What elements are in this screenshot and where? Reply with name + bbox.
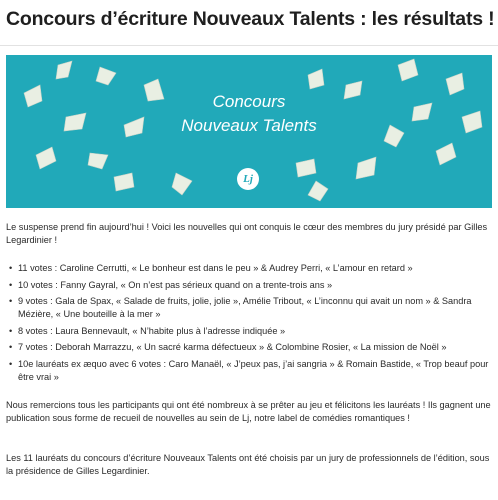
contest-banner: [6, 55, 492, 208]
banner-title-line1: Concours: [212, 92, 286, 111]
list-item: • 9 votes : Gala de Spax, « Salade de fruits, jolie, jolie », Amélie Tribout, « L’inconnu qui avait un nom » & Sandra Mézière, « Une bouteille à la mer »: [6, 295, 492, 321]
page-title: Concours d’écriture Nouveaux Talents : les résultats !: [6, 8, 495, 30]
closing-paragraph: Les 11 lauréats du concours d’écriture Nouveaux Talents ont été choisis par un jury de professionnels de l’édition, sous la présidence de Gilles Legardinier.: [6, 453, 490, 476]
list-item: • 8 votes : Laura Bennevault, « N’habite plus à l’adresse indiquée »: [6, 325, 492, 338]
thanks-paragraph: Nous remercions tous les participants qui ont été nombreux à se prêter au jeu et félicitons les lauréats ! Ils gagnent une publication sous forme de recueil de nouvelles au sein de Lj, notre label de comédies romantiques !: [6, 400, 491, 423]
list-item: • 10e lauréats ex æquo avec 6 votes : Caro Manaël, « J’peux pas, j’ai sangria » & Romain Bastide, « Trop beauf pour être vrai »: [6, 358, 492, 384]
lj-logo: Lj: [237, 168, 259, 190]
list-item: • 7 votes : Deborah Marrazzu, « Un sacré karma défectueux » & Colombine Rosier, « La mission de Noël »: [6, 341, 492, 354]
list-item: • 11 votes : Caroline Cerrutti, « Le bonheur est dans le peu » & Audrey Perri, « L’amour en retard »: [6, 262, 492, 275]
list-item: • 10 votes : Fanny Gayral, « On n’est pas sérieux quand on a trente-trois ans »: [6, 279, 492, 292]
title-divider: [0, 45, 498, 46]
intro-paragraph: Le suspense prend fin aujourd’hui ! Voici les nouvelles qui ont conquis le cœur des membres du jury présidé par Gilles Legardinier !: [6, 222, 488, 245]
results-list: [6, 262, 492, 387]
banner-title-line2: Nouveaux Talents: [181, 116, 317, 135]
